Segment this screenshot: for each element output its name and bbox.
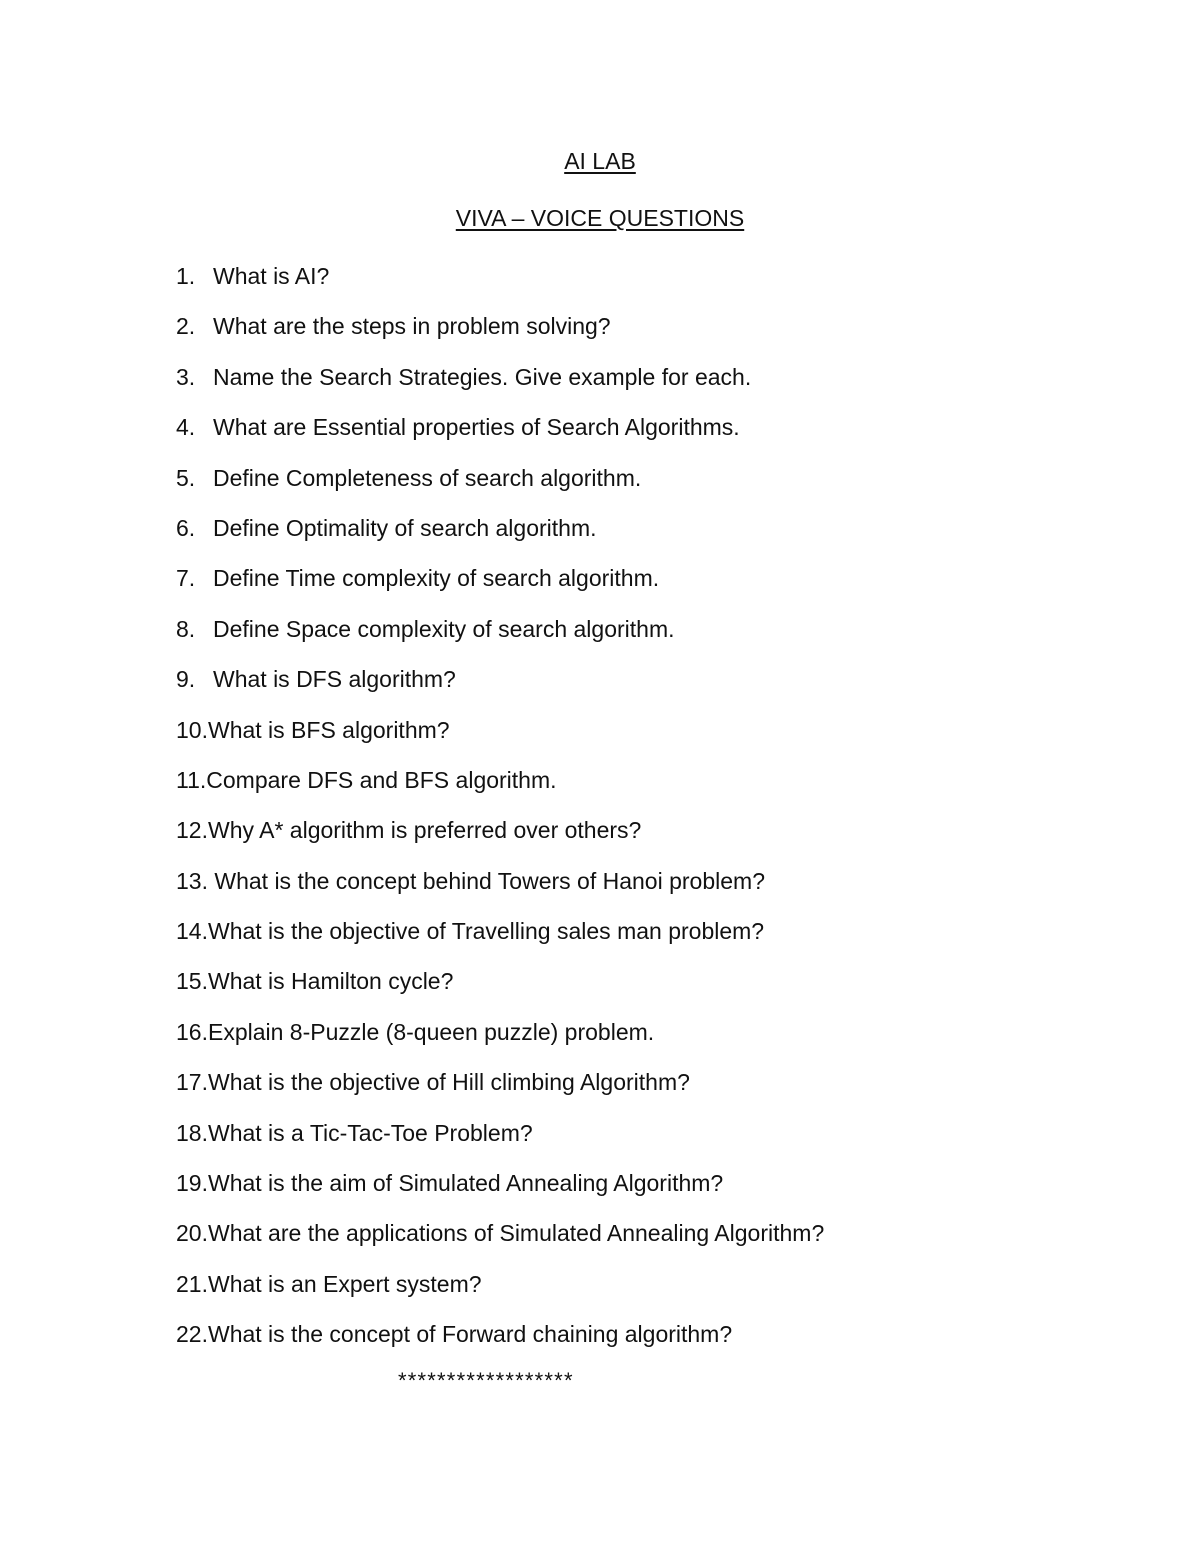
question-number: 2.: [176, 313, 196, 340]
question-number: 16.: [176, 1018, 208, 1045]
question-text: What is Hamilton cycle?: [207, 968, 454, 995]
question-number: 5.: [176, 464, 196, 491]
question-text: Why A* algorithm is preferred over others?: [207, 817, 642, 844]
question-number: 8.: [176, 615, 196, 642]
question-text: What is DFS algorithm?: [213, 666, 456, 693]
question-number: 6.: [176, 514, 196, 541]
question-text: Define Time complexity of search algorithm.: [213, 565, 660, 592]
question-text: Define Space complexity of search algorithm.: [213, 615, 675, 642]
question-text: What is a Tic-Tac-Toe Problem?: [207, 1119, 533, 1146]
list-item: [176, 967, 824, 1017]
list-item: [176, 766, 824, 816]
question-number: 18.: [176, 1119, 208, 1146]
list-item: [176, 1018, 824, 1068]
question-number: 12.: [176, 817, 208, 844]
question-number: 21.: [176, 1270, 208, 1297]
question-text: What are Essential properties of Search Algorithms.: [213, 414, 740, 441]
question-number: 1.: [176, 263, 196, 289]
question-number: 10.: [176, 716, 208, 743]
list-item: [176, 816, 824, 866]
list-item: [176, 665, 824, 715]
list-item: [176, 413, 824, 463]
list-item: [176, 1219, 824, 1269]
question-text: What is the aim of Simulated Annealing Algorithm?: [207, 1170, 724, 1197]
list-item: [176, 1320, 824, 1370]
question-text: Define Optimality of search algorithm.: [213, 514, 597, 541]
list-item: [176, 312, 824, 362]
question-number: 15.: [176, 968, 208, 995]
list-item: [176, 1119, 824, 1169]
question-text: What is the objective of Hill climbing Algorithm?: [207, 1069, 690, 1096]
question-number: 20.: [176, 1220, 208, 1247]
question-number: 17.: [176, 1069, 208, 1096]
page-subtitle: VIVA – VOICE QUESTIONS: [455, 205, 745, 231]
list-item: [176, 1068, 824, 1118]
question-number: 7.: [176, 565, 196, 592]
question-text: What is the concept behind Towers of Hanoi problem?: [207, 867, 765, 894]
list-item: [176, 716, 824, 766]
question-number: 3.: [176, 363, 196, 390]
list-item: [176, 917, 824, 967]
question-number: 11.: [176, 766, 207, 793]
question-number: 14.: [176, 918, 208, 945]
question-text: What are the applications of Simulated Annealing Algorithm?: [207, 1220, 825, 1247]
list-item: [176, 464, 824, 514]
question-number: 22.: [176, 1321, 208, 1348]
question-list: [176, 262, 824, 1371]
list-item: [176, 363, 824, 413]
question-text: What is the concept of Forward chaining algorithm?: [207, 1321, 733, 1348]
question-number: 13.: [176, 867, 208, 894]
question-number: 9.: [176, 666, 196, 693]
list-item: [176, 564, 824, 614]
footer-stars: ******************: [398, 1368, 574, 1393]
question-text: Define Completeness of search algorithm.: [213, 464, 642, 491]
list-item: [176, 1270, 824, 1320]
question-number: 4.: [176, 414, 196, 441]
question-number: 19.: [176, 1170, 208, 1197]
page-title: AI LAB: [564, 148, 636, 174]
question-text: What is BFS algorithm?: [207, 716, 450, 743]
question-text: What is the objective of Travelling sales man problem?: [207, 918, 765, 945]
list-item: [176, 262, 824, 312]
list-item: [176, 867, 824, 917]
question-text: What are the steps in problem solving?: [213, 313, 611, 340]
question-text: What is AI?: [213, 263, 330, 289]
question-text: Compare DFS and BFS algorithm.: [206, 766, 557, 793]
list-item: [176, 615, 824, 665]
list-item: [176, 1169, 824, 1219]
list-item: [176, 514, 824, 564]
question-text: Explain 8-Puzzle (8-queen puzzle) problem.: [207, 1018, 655, 1045]
question-text: What is an Expert system?: [207, 1270, 482, 1297]
question-text: Name the Search Strategies. Give example for each.: [213, 363, 752, 390]
